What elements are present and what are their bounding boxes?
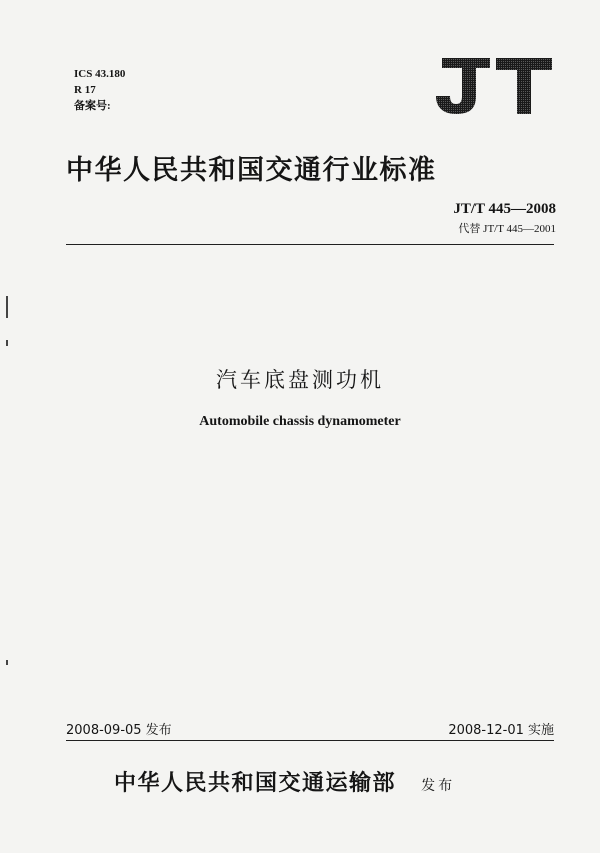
standard-number-block bbox=[453, 200, 556, 237]
scan-artifact-mark bbox=[6, 340, 8, 346]
standard-number: JT/T 445—2008 bbox=[453, 201, 556, 217]
classification-block bbox=[74, 66, 125, 114]
standard-title-zh: 汽车底盘测功机 bbox=[216, 368, 384, 392]
issuing-body-title: 中华人民共和国交通行业标准 bbox=[66, 155, 437, 186]
ics-code: ICS 43.180 bbox=[74, 68, 126, 80]
publisher-action: 发布 bbox=[421, 778, 456, 794]
bottom-divider bbox=[66, 740, 554, 741]
jt-logo bbox=[432, 56, 556, 116]
scan-artifact-mark bbox=[6, 296, 8, 318]
publish-date: 2008-09-05 发布 bbox=[66, 723, 172, 738]
implement-date: 2008-12-01 实施 bbox=[448, 723, 554, 738]
scan-artifact-mark bbox=[6, 660, 8, 665]
top-divider bbox=[66, 244, 554, 245]
replaces-standard: 代替 JT/T 445—2001 bbox=[458, 223, 556, 235]
publisher-name: 中华人民共和国交通运输部 bbox=[114, 771, 397, 796]
record-number-label: 备案号: bbox=[74, 100, 111, 112]
publisher-line bbox=[114, 766, 455, 797]
standard-title-en: Automobile chassis dynamometer bbox=[199, 414, 401, 429]
category-code: R 17 bbox=[74, 84, 96, 96]
